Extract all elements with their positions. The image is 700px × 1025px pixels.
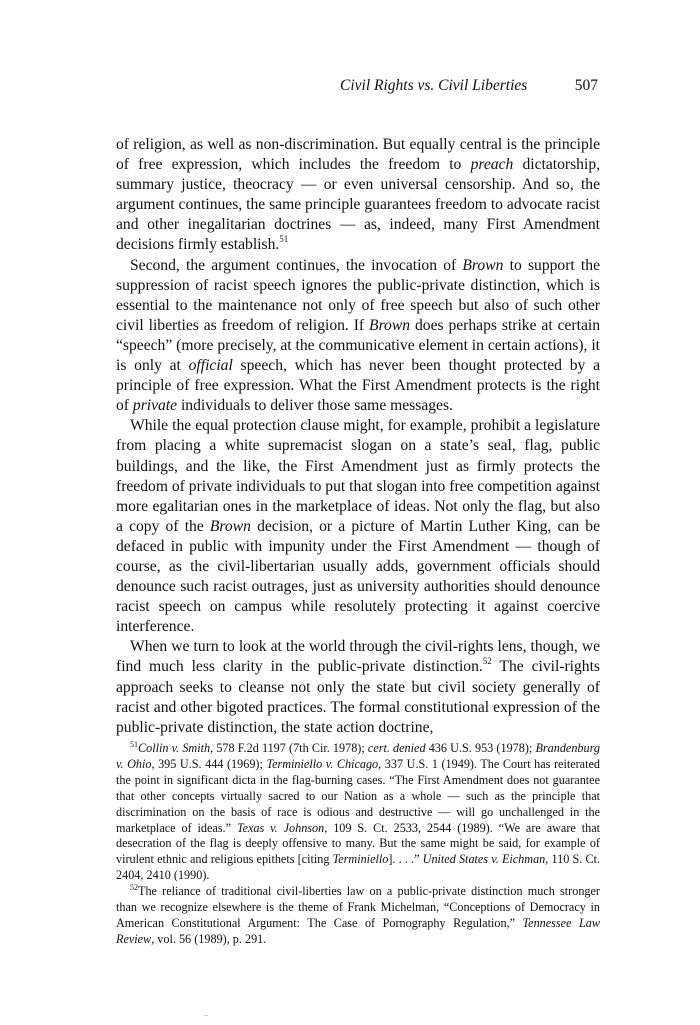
paragraph-1 [116, 135, 600, 256]
text-run: decision, or a picture of Martin Luther King, can be defaced in public with impunity under the First Amendment — though of course, as the civil-libertarian usually adds, government officials should denounce such racist outrages, just as university authorities should denounce racist speech on campus while resolutely protecting it against coercive interference. [116, 517, 600, 636]
text-run: , 337 U.S. 1 (1949). The Court has reiterated the point in significant dicta in the flag-burning cases. “The First Amendment does not guarantee that other concepts virtually sacred to our Nation as a whole — such as the principle that discrimination on the basis of race is odious and destructive — will go unchallenged in the marketplace of ideas.” [116, 756, 600, 835]
text-run: individuals to deliver those same messages. [177, 397, 453, 415]
text-run-italic: Terminiello v. Chicago [266, 756, 379, 771]
text-run-italic: Terminiello [332, 852, 389, 867]
text-run-italic: Brown [209, 517, 251, 535]
text-run-italic: Brown [369, 316, 411, 334]
text-run-italic: preach [470, 156, 514, 174]
text-run-italic: Brown [462, 256, 504, 274]
footnote-ref-51[interactable]: 51 [279, 234, 289, 245]
text-run: to support the suppression of racist speech ignores the public-private distinction, which is essential to the maintenance not only of free speech but also of such other civil liberties as freedom of religion. If [116, 256, 600, 334]
paragraph-3 [116, 416, 600, 637]
text-run-italic: Tennessee Law Review [116, 915, 600, 946]
text-run: 436 U.S. 953 (1978); [425, 741, 536, 755]
text-run: The civil-rights approach seeks to cleanse not only the state but civil society generally of racist and other bigoted practices. The formal constitutional expression of the public-private distinction, the state action doctrine, [116, 658, 601, 736]
text-run: When we turn to look at the world through the civil-rights lens, though, we find much less clarity in the public-private distinction. [116, 638, 600, 676]
text-run: , vol. 56 (1989), p. 291. [151, 931, 267, 946]
text-run-italic: cert. denied [367, 741, 426, 755]
text-run: While the equal protection clause might, for example, prohibit a legislature from placing a white supremacist slogan on a state’s seal, flag, public buildings, and the like, the First Amendment just as firmly protects the freedom of private individuals to put that slogan into free competition against more egalitarian ones in the marketplace of ideas. Not only the flag, but also a copy of the [116, 417, 600, 535]
footnote-ref-52[interactable]: 52 [482, 656, 492, 667]
text-run: dictatorship, summary justice, theocracy — or even universal censorship. And so, the argument continues, the same principle guarantees freedom to advocate racist and other inegalitarian doctrines — as, indeed, many First Amendment decisions firmly establish. [116, 156, 601, 254]
text-run: Second, the argument continues, the invocation of [130, 256, 463, 274]
text-run: does perhaps strike at certain “speech” (more precisely, at the communicative element in certain actions), it is only at [116, 316, 601, 375]
text-run: of religion, as well as non-discrimination. But equally central is the principle of free expression, which includes the freedom to [116, 136, 600, 174]
footnote-52 [116, 884, 600, 948]
text-run-italic: private [132, 397, 178, 415]
page-number: 507 [574, 77, 598, 94]
text-run: speech, which has never been thought protected by a principle of free expression. What the First Amendment protects is the right of [116, 357, 600, 415]
text-run: , 110 S. Ct. 2404, 2410 (1990). [116, 852, 600, 883]
footnote-number: 52 [130, 883, 138, 893]
footnote-51 [116, 741, 600, 884]
text-run-italic: Brandenburg v. Ohio [116, 741, 600, 771]
running-header [340, 77, 598, 95]
text-run-italic: Collin v. Smith [138, 741, 211, 755]
text-run: , 395 U.S. 444 (1969); [151, 756, 267, 771]
footnote-number: 51 [130, 739, 138, 749]
text-run-italic: United States v. Eichman [422, 852, 546, 867]
scan-speck [204, 1015, 208, 1016]
text-run: , 578 F.2d 1197 (7th Cir. 1978); [210, 741, 368, 755]
text-run-italic: Texas v. Johnson [236, 820, 325, 835]
paragraph-4 [116, 637, 600, 737]
main-text [116, 135, 600, 738]
footnotes [116, 741, 600, 948]
running-title: Civil Rights vs. Civil Liberties [340, 77, 528, 94]
text-run: The reliance of traditional civil-liberties law on a public-private distinction much stronger than we recognize elsewhere is the theme of Frank Michelman, “Conceptions of Democracy in American Constitutional Argument: The Case of Pornography Regulation,” [116, 884, 600, 930]
paragraph-2 [116, 256, 600, 417]
text-run: ]. . . .” [388, 852, 423, 867]
text-run: , 109 S. Ct. 2533, 2544 (1989). “We are aware that desecration of the flag is deeply offensive to many. But the same might be said, for example of virulent ethnic and religious epithets [citing [116, 820, 600, 867]
text-run-italic: official [188, 357, 233, 375]
